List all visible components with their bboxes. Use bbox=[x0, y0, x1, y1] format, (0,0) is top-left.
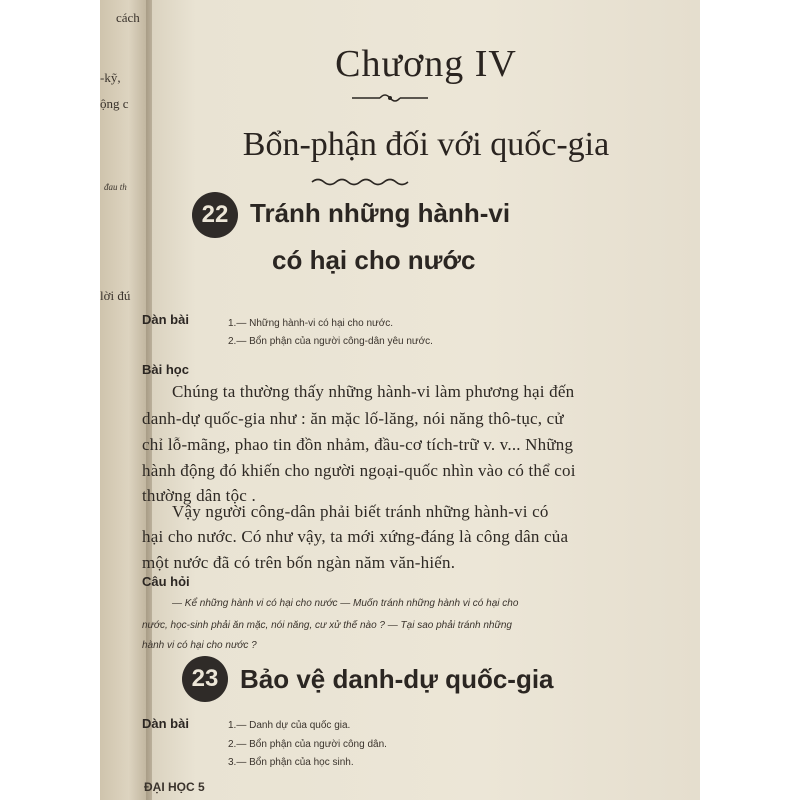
left-page-edge bbox=[100, 0, 152, 800]
lesson-22-body-line: chỉ lỗ-mãng, phao tin đồn nhảm, đầu-cơ tích-trữ v. v... Những bbox=[142, 435, 574, 454]
lesson-22-body-line: Chúng ta thường thấy những hành-vi làm phương hại đến bbox=[172, 382, 575, 401]
lesson-22-body-line: danh-dự quốc-gia như : ăn mặc lố-lăng, nói năng thô-tục, cử bbox=[142, 409, 564, 428]
lesson-22-outline-item: 2.— Bổn phận của người công-dân yêu nước. bbox=[228, 336, 433, 347]
left-page-fragment: đau th bbox=[104, 182, 127, 192]
lesson-23-outline-label: Dàn bài bbox=[142, 716, 189, 731]
lesson-23-outline-item: 2.— Bổn phận của người công dân. bbox=[228, 739, 387, 750]
lesson-22-body-line: hành động đó khiến cho người ngoại-quốc nhìn vào có thể coi bbox=[142, 461, 576, 480]
lesson-22-body-line: Vậy người công-dân phải biết tránh những hành-vi có bbox=[172, 502, 549, 521]
left-page-fragment: ộng c bbox=[100, 96, 129, 111]
lesson-22-title-line1: Tránh những hành-vi bbox=[250, 198, 511, 228]
book-page bbox=[142, 0, 700, 800]
lesson-23-title: Bảo vệ danh-dự quốc-gia bbox=[240, 664, 554, 694]
ornament-divider-icon bbox=[350, 92, 430, 104]
lesson-22-body-line: thường dân tộc . bbox=[142, 486, 256, 505]
lesson-22-question-line: — Kể những hành vi có hại cho nước — Muốn tránh những hành vi có hại cho bbox=[172, 598, 519, 609]
lesson-22-lesson-label: Bài học bbox=[142, 362, 189, 377]
chapter-title: Chương IV bbox=[335, 43, 517, 85]
lesson-22-outline-item: 1.— Những hành-vi có hại cho nước. bbox=[228, 318, 394, 329]
lesson-22-body-line: hại cho nước. Có như vậy, ta mới xứng-đáng là công dân của bbox=[142, 527, 569, 546]
lesson-22-question-line: hành vi có hại cho nước ? bbox=[142, 640, 257, 651]
lesson-22-badge: 22 bbox=[192, 192, 238, 238]
left-page-fragment: cách bbox=[116, 10, 140, 25]
lesson-22-question-line: nước, học-sinh phải ăn mặc, nói năng, cư xử thế nào ? — Tại sao phải tránh những bbox=[142, 620, 512, 631]
part-title: Bổn-phận đối với quốc-gia bbox=[242, 126, 610, 163]
page-footer: ĐẠI HỌC 5 bbox=[144, 780, 205, 794]
left-page-fragment: lời đú bbox=[100, 288, 131, 303]
lesson-22-questions-label: Câu hỏi bbox=[142, 574, 190, 589]
lesson-22-title-line2: có hại cho nước bbox=[272, 245, 476, 275]
lesson-23-badge: 23 bbox=[182, 656, 228, 702]
left-page-fragment: -kỹ, bbox=[100, 70, 121, 85]
lesson-23-outline-item: 3.— Bổn phận của học sinh. bbox=[228, 757, 354, 768]
lesson-23-outline-item: 1.— Danh dự của quốc gia. bbox=[228, 720, 351, 731]
lesson-22-body-line: một nước đã có trên bốn ngàn năm văn-hiến. bbox=[142, 553, 456, 572]
wavy-divider-icon bbox=[310, 176, 410, 188]
lesson-22-outline-label: Dàn bài bbox=[142, 312, 189, 327]
